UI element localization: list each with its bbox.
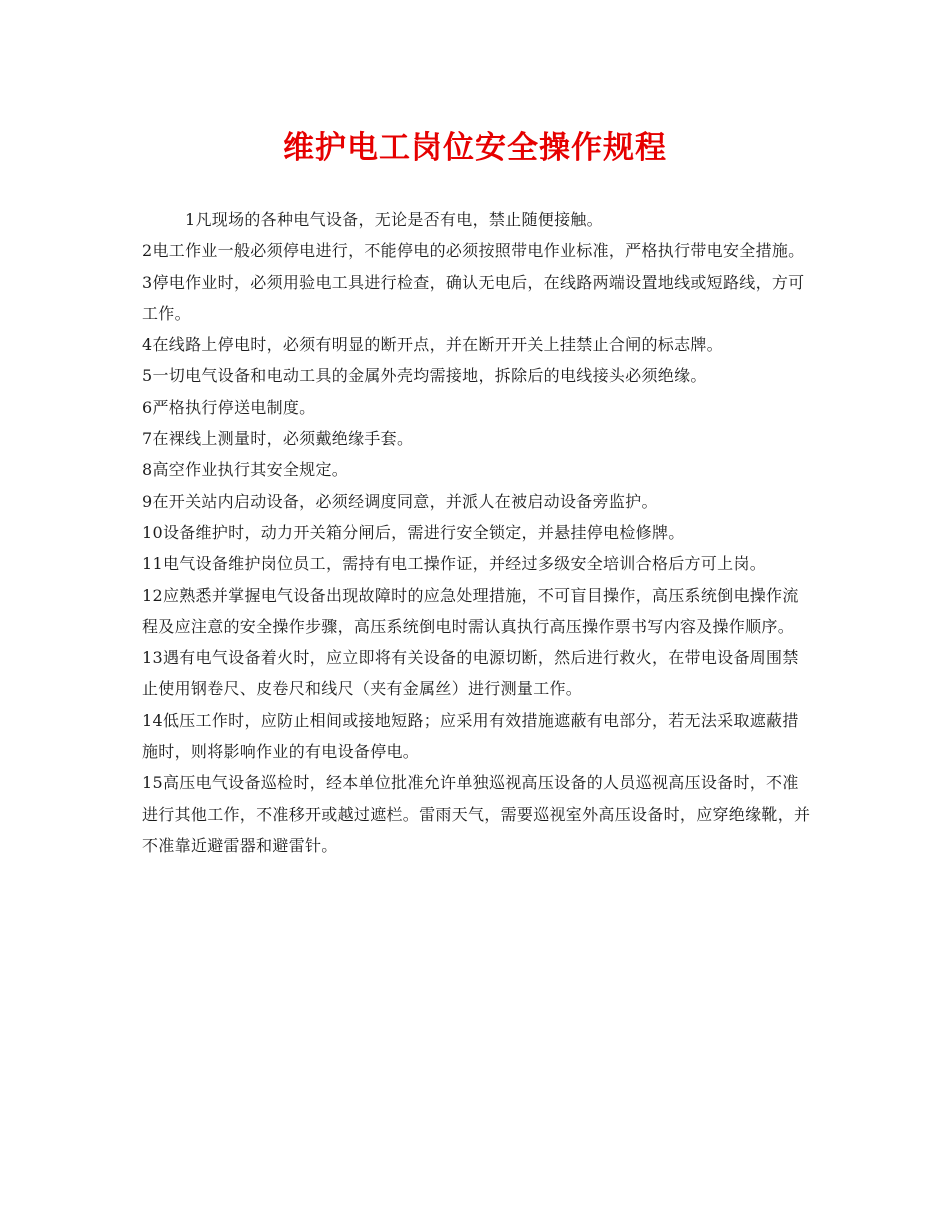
rule-item-7: 7在裸线上测量时，必须戴绝缘手套。	[142, 429, 414, 449]
rule-item-13: 13遇有电气设备着火时，应立即将有关设备的电源切断，然后进行救火，在带电设备周围禁止使用钢卷尺、皮卷尺和线尺（夹有金属丝）进行测量工作。	[142, 648, 799, 699]
rule-item-15: 15高压电气设备巡检时，经本单位批准允许单独巡视高压设备的人员巡视高压设备时，不准进行其他工作，不准移开或越过遮栏。雷雨天气，需要巡视室外高压设备时，应穿绝缘靴，并不准靠近避雷器和避雷针。	[142, 773, 811, 855]
rule-item-5: 5一切电气设备和电动工具的金属外壳均需接地，拆除后的电线接头必须绝缘。	[142, 366, 707, 386]
rule-item-6: 6严格执行停送电制度。	[142, 397, 316, 417]
rule-item-12: 12应熟悉并掌握电气设备出现故障时的应急处理措施，不可盲目操作，高压系统倒电操作流程及应注意的安全操作步骤，高压系统倒电时需认真执行高压操作票书写内容及操作顺序。	[142, 585, 799, 636]
rule-item-8: 8高空作业执行其安全规定。	[142, 460, 349, 480]
document-title: 维护电工岗位安全操作规程	[283, 130, 667, 166]
rule-item-3: 3停电作业时，必须用验电工具进行检查，确认无电后，在线路两端设置地线或短路线，方可工作。	[142, 272, 805, 323]
rule-item-1: 1凡现场的各种电气设备，无论是否有电，禁止随便接触。	[185, 210, 603, 229]
rule-item-2: 2电工作业一般必须停电进行，不能停电的必须按照带电作业标准，严格执行带电安全措施。	[142, 241, 805, 261]
rule-item-14: 14低压工作时，应防止相间或接地短路；应采用有效措施遮蔽有电部分，若无法采取遮蔽措施时，则将影响作业的有电设备停电。	[142, 710, 799, 762]
rule-item-4: 4在线路上停电时，必须有明显的断开点，并在断开开关上挂禁止合闸的标志牌。	[142, 335, 723, 355]
rule-item-11: 11电气设备维护岗位员工，需持有电工操作证，并经过多级安全培训合格后方可上岗。	[142, 554, 767, 574]
rule-item-9: 9在开关站内启动设备，必须经调度同意，并派人在被启动设备旁监护。	[142, 491, 658, 511]
document-body	[142, 204, 814, 861]
rule-item-10: 10设备维护时，动力开关箱分闸后，需进行安全锁定，并悬挂停电检修牌。	[142, 522, 685, 542]
